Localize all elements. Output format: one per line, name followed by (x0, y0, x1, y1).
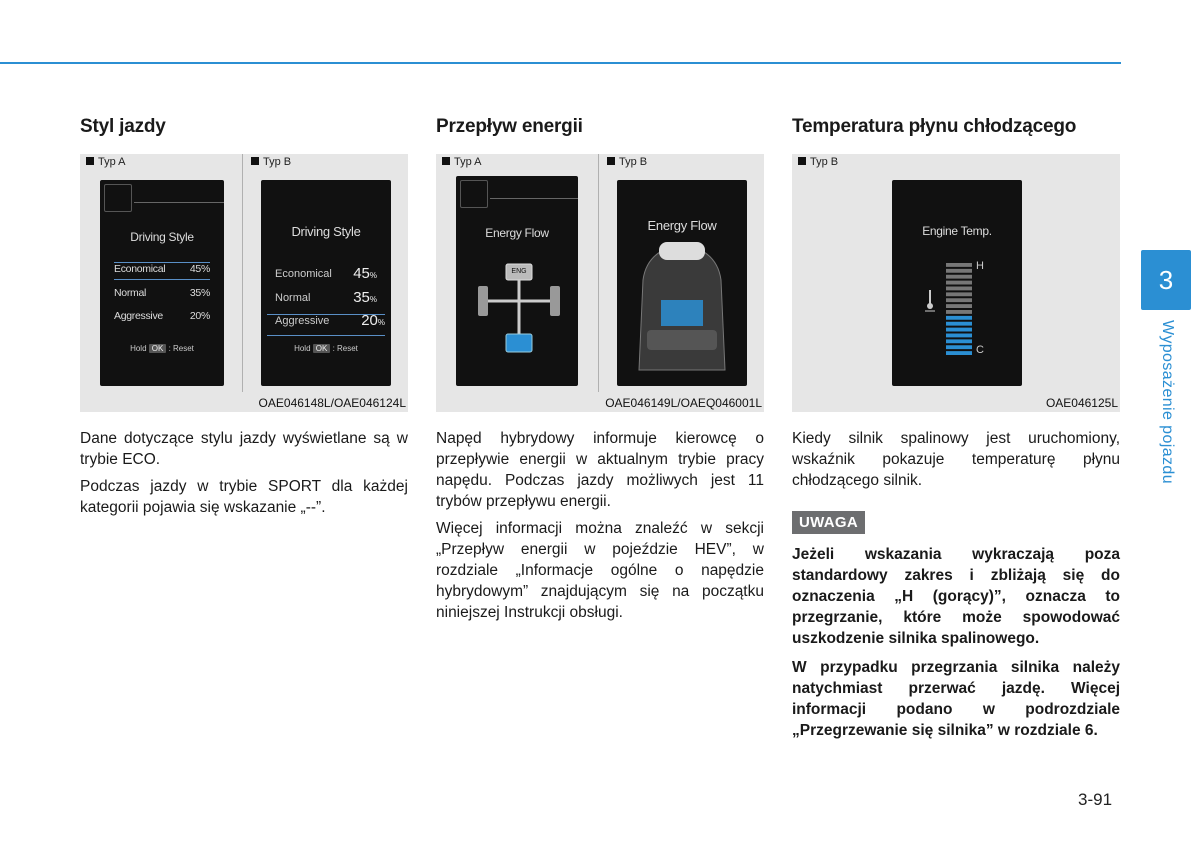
figure-panel-typ-b (599, 154, 764, 412)
typ-b-label (251, 156, 291, 168)
page-number: 3-91 (1078, 790, 1113, 809)
row-economical (114, 262, 210, 280)
section-title: Temperatura płynu chłodzącego (792, 116, 1077, 137)
typ-b-label (607, 156, 647, 168)
gauge-segment (946, 298, 972, 302)
gauge-segment (946, 263, 972, 267)
paragraph: Dane dotyczące stylu jazdy wyświetlane są w trybie ECO. (80, 430, 408, 468)
row-aggressive (114, 310, 210, 326)
square-bullet-icon (798, 157, 806, 165)
typ-a-label (442, 156, 482, 168)
screen-engine-temp (892, 180, 1022, 386)
screen-energy-flow-b (617, 180, 747, 386)
typ-a-text: Typ A (454, 156, 482, 168)
gauge-segment (946, 287, 972, 291)
screen-corner-box (104, 184, 132, 212)
temp-gauge (892, 180, 1022, 386)
row-label: Normal (114, 287, 147, 299)
gauge-hot-label: H (976, 260, 984, 272)
section-driving-style (80, 112, 408, 524)
row-label: Economical (114, 263, 166, 275)
figure-panel-typ-a (80, 154, 242, 412)
screen-title: Driving Style (291, 224, 361, 239)
paragraph: Więcej informacji można znaleźć w sekcji „Przepływ energii w pojeździe HEV”, w rozdziale „Informacje ogólne o napędzie hybrydowym” znajdującym się na początku niniejszej Instrukcji obsługi. (436, 520, 764, 621)
row-value: 45% (189, 263, 210, 275)
hold-reset-hint (261, 344, 391, 353)
row-value: 35% (189, 287, 210, 299)
body-text (436, 428, 764, 623)
figure-panel-typ-b (243, 154, 408, 412)
hold-text: Hold (130, 344, 147, 353)
body-text (80, 428, 408, 518)
figure-energy-flow (436, 154, 764, 412)
screen-title: Driving Style (130, 230, 194, 244)
typ-b-text: Typ B (619, 156, 648, 168)
row-label: Aggressive (114, 310, 163, 322)
ok-badge: OK (149, 344, 167, 353)
row-aggressive (267, 314, 385, 336)
section-coolant-temp (792, 112, 1120, 749)
warning-text (792, 544, 1120, 741)
gauge-segment (946, 310, 972, 314)
gauge-segment (946, 316, 972, 320)
figure-caption: OAE046125L (1045, 396, 1118, 410)
row-normal (114, 287, 210, 303)
reset-text: : Reset (332, 344, 358, 353)
typ-a-text: Typ A (98, 156, 126, 168)
screen-title: Energy Flow (485, 226, 549, 240)
paragraph: Napęd hybrydowy informuje kierowcę o przepływie energii w aktualnym trybie pracy napędu. Podczas jazdy możliwych jest 11 trybów przepływu energii. (436, 430, 764, 510)
figure-caption: OAE046148L/OAE046124L (258, 396, 406, 410)
row-label: Aggressive (275, 315, 330, 327)
header-rule (0, 62, 1121, 64)
screen-title: Energy Flow (647, 218, 717, 233)
hold-reset-hint (100, 344, 224, 353)
section-energy-flow (436, 112, 764, 629)
gauge-segment (946, 304, 972, 308)
screen-title: Engine Temp. (922, 224, 992, 238)
car-illustration (617, 180, 747, 386)
screen-top-line (134, 202, 224, 203)
wheel-right-icon (550, 286, 560, 316)
square-bullet-icon (607, 157, 615, 165)
section-title: Styl jazdy (80, 116, 166, 137)
paragraph: Podczas jazdy w trybie SPORT dla każdej kategorii pojawia się wskazanie „--”. (80, 478, 408, 516)
warning-label: UWAGA (792, 511, 865, 534)
figure-caption: OAE046149L/OAEQ046001L (605, 396, 762, 410)
rear-bumper (647, 330, 717, 350)
gauge-segment (946, 281, 972, 285)
gauge-cold-label: C (976, 344, 984, 356)
screen-driving-style-a (100, 180, 224, 386)
gauge-segment (946, 334, 972, 338)
typ-b-text: Typ B (263, 156, 292, 168)
typ-b-label (798, 156, 838, 168)
row-value: 45% (353, 265, 377, 282)
typ-b-text: Typ B (810, 156, 839, 168)
paragraph: Kiedy silnik spalinowy jest uruchomiony, wskaźnik pokazuje temperaturę płynu chłodzącego silnik. (792, 430, 1120, 489)
row-value: 20% (189, 310, 210, 322)
gauge-segment (946, 275, 972, 279)
gauge-segment (946, 292, 972, 296)
row-label: Normal (275, 292, 311, 304)
reset-text: : Reset (168, 344, 194, 353)
figure-driving-style (80, 154, 408, 412)
wheel-left-icon (478, 286, 488, 316)
warning-paragraph: Jeżeli wskazania wykraczają poza standardowy zakres i zbliżają się do oznaczenia „H (gorący)”, oznacza to przegrzanie, które może spowodować uszkodzenie silnika spalinowego. (792, 546, 1120, 647)
gauge-segment (946, 269, 972, 273)
hold-text: Hold (294, 344, 311, 353)
row-value: 35% (353, 289, 377, 306)
figure-coolant-temp (792, 154, 1120, 412)
row-value: 20% (361, 312, 385, 329)
chapter-label: Wyposażenie pojazdu (1159, 320, 1176, 484)
gauge-segment (946, 351, 972, 355)
section-title: Przepływ energii (436, 116, 583, 137)
typ-a-label (86, 156, 126, 168)
gauge-segment (946, 345, 972, 349)
eng-label: ENG (511, 268, 527, 275)
engine-cover-icon (659, 242, 705, 260)
body-text (792, 428, 1120, 491)
screen-driving-style-b (261, 180, 391, 386)
square-bullet-icon (86, 157, 94, 165)
square-bullet-icon (442, 157, 450, 165)
gauge-segment (946, 339, 972, 343)
figure-panel-typ-a (436, 154, 598, 412)
gauge-bars (946, 263, 972, 355)
warning-paragraph: W przypadku przegrzania silnika należy natychmiast przerwać jazdę. Więcej informacji podano w podrozdziale „Przegrzewanie się silnika” w rozdziale 6. (792, 659, 1120, 739)
row-economical (275, 265, 377, 288)
gauge-segment (946, 322, 972, 326)
chapter-tab: 3 (1141, 250, 1191, 310)
gauge-segment (946, 328, 972, 332)
row-label: Economical (275, 268, 332, 280)
battery-pack-icon (661, 300, 703, 326)
drivetrain-diagram (456, 176, 578, 386)
row-normal (275, 289, 377, 312)
thermometer-icon (925, 290, 935, 311)
screen-energy-flow-a (456, 176, 578, 386)
battery-icon (506, 334, 532, 352)
square-bullet-icon (251, 157, 259, 165)
ok-badge: OK (313, 344, 331, 353)
